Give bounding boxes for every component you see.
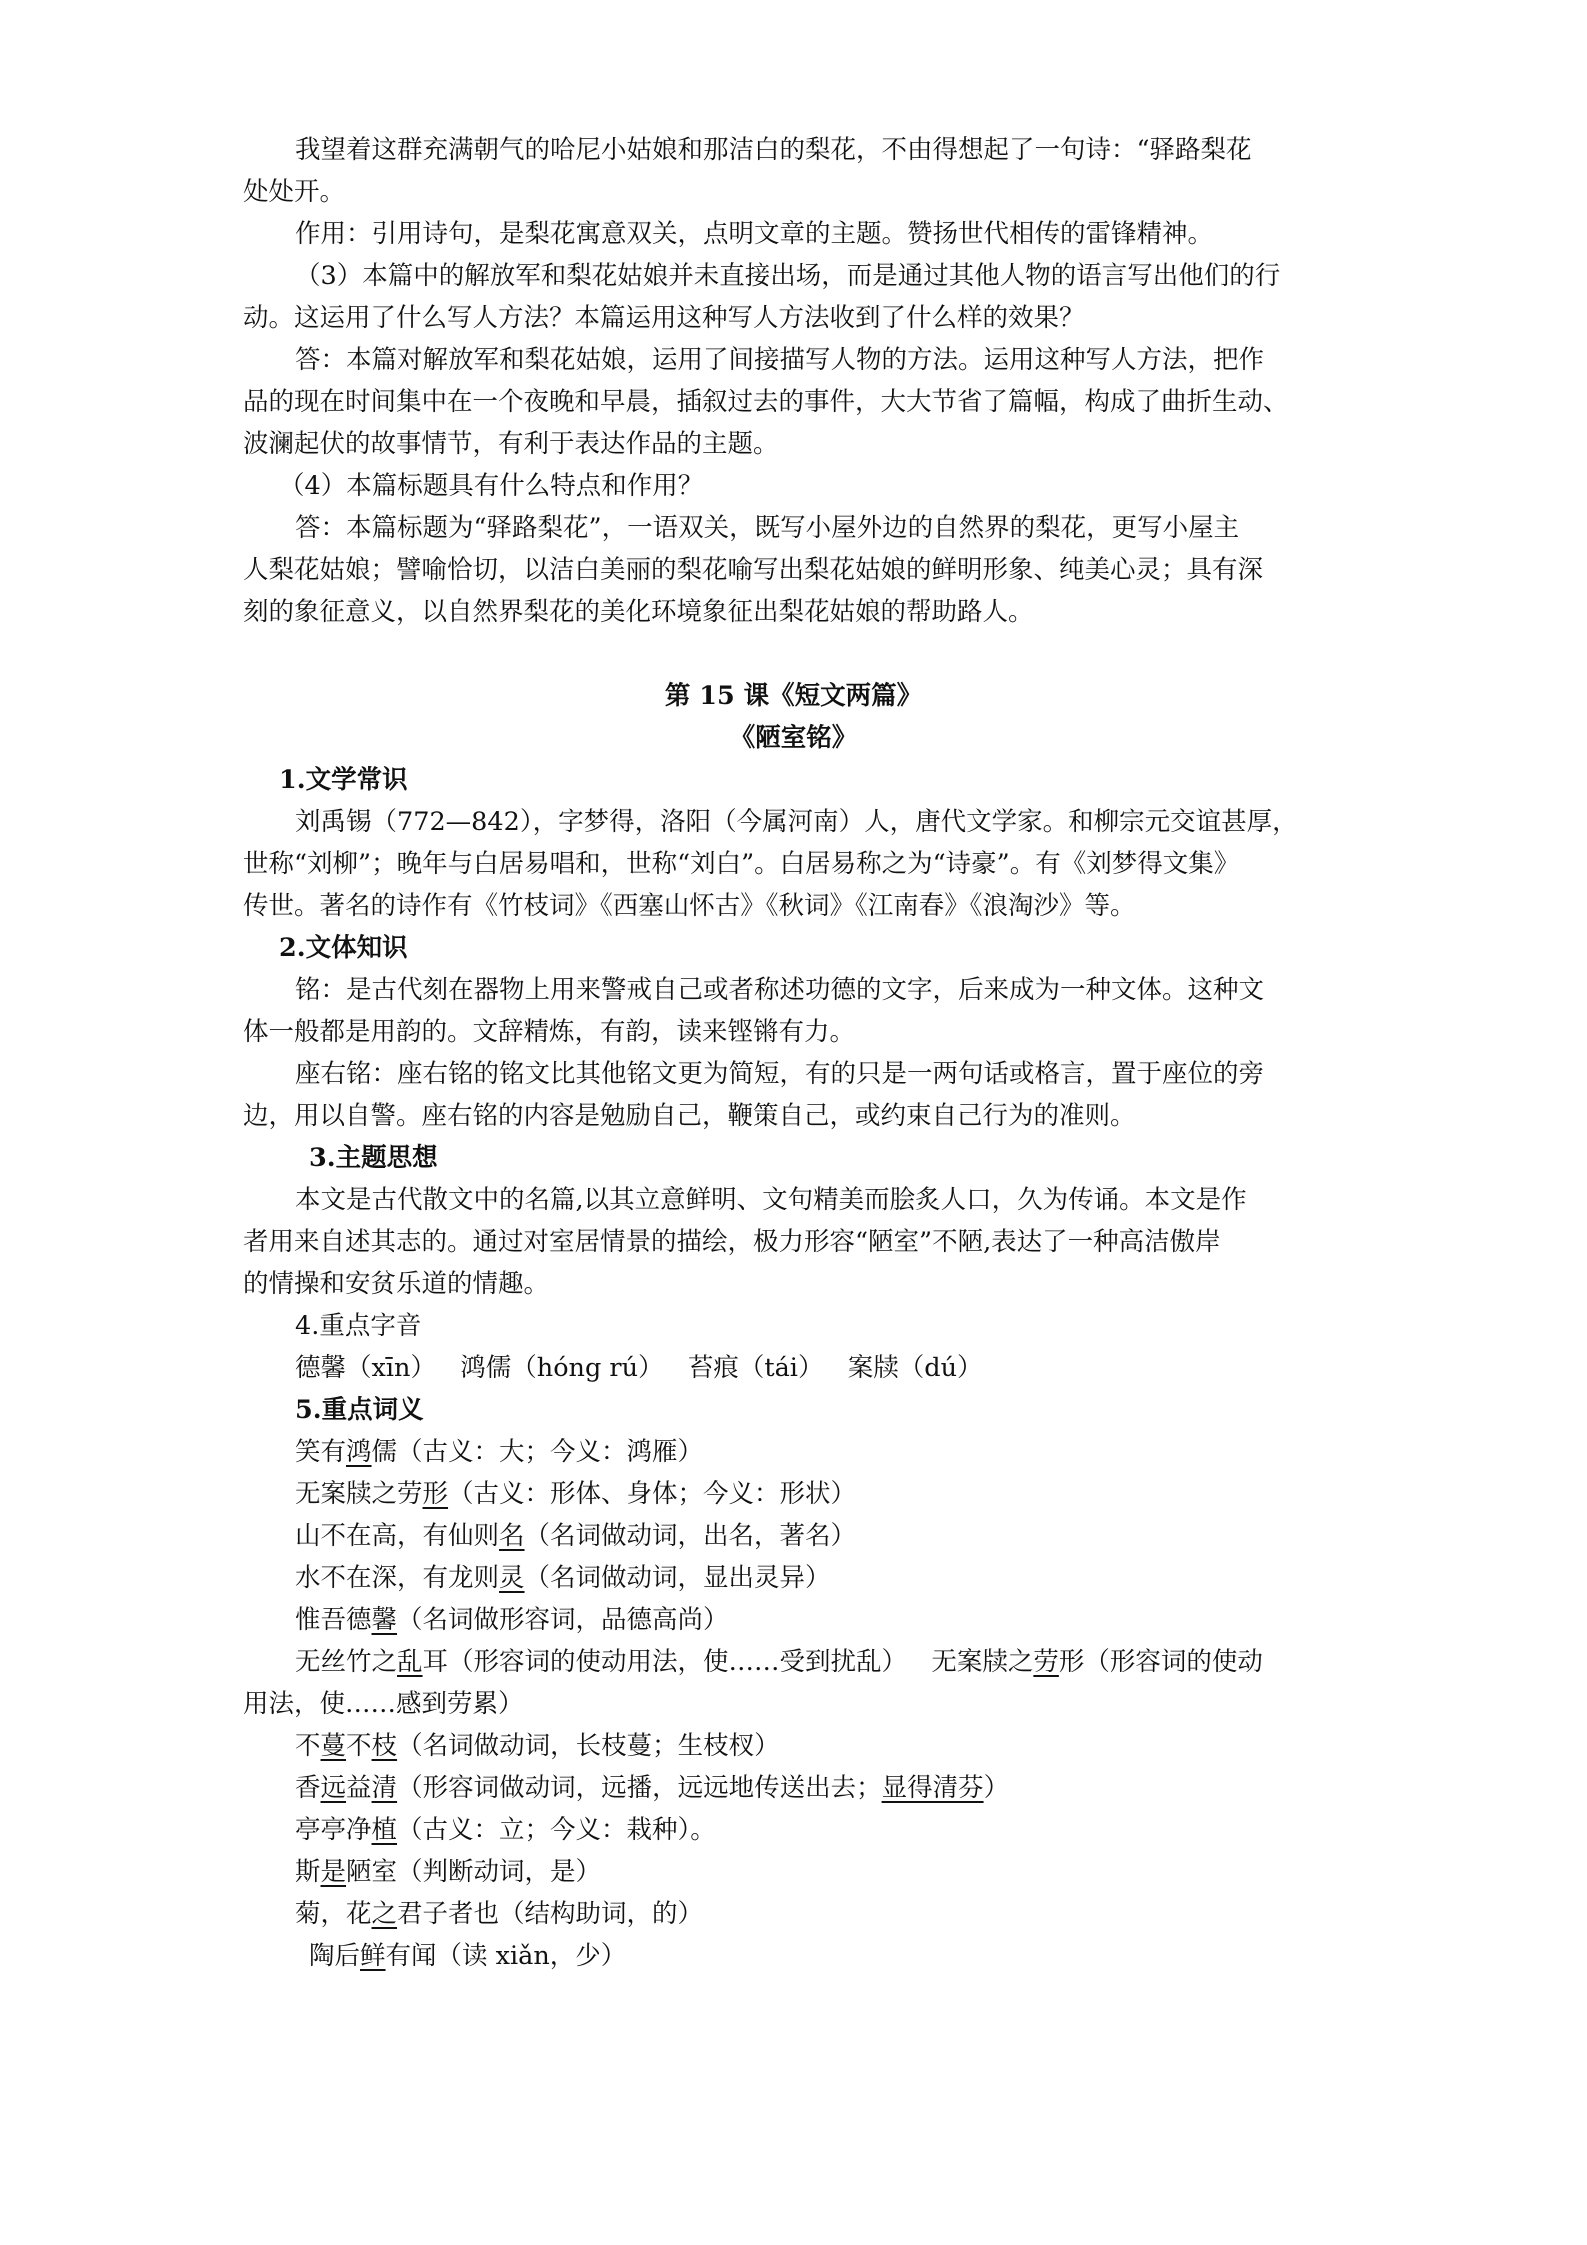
paragraph-line: 动。这运用了什么写人方法？本篇运用这种写人方法收到了什么样的效果？ <box>243 303 1085 333</box>
paragraph-line: 我望着这群充满朝气的哈尼小姑娘和那洁白的梨花，不由得想起了一句诗：“驿路梨花 <box>295 135 1252 165</box>
paragraph-line: 座右铭：座右铭的铭文比其他铭文更为简短，有的只是一两句话或格言，置于座位的旁 <box>295 1059 1265 1089</box>
paragraph-line: 处处开。 <box>243 177 346 207</box>
underlined-word: 显得清芬 <box>881 1773 984 1803</box>
vocab-line: 亭亭净植（古义：立；今义：栽种）。 <box>295 1815 716 1845</box>
underlined-word: 名 <box>499 1521 525 1551</box>
paragraph-line: 体一般都是用韵的。文辞精炼，有韵，读来铿锵有力。 <box>243 1017 856 1047</box>
underlined-word: 蔓 <box>320 1731 347 1761</box>
lesson-title: 第 15 课《短文两篇》 <box>664 681 923 711</box>
paragraph-line: 传世。著名的诗作有《竹枝词》《西塞山怀古》《秋词》《江南春》《浪淘沙》等。 <box>243 891 1136 921</box>
paragraph-line: 答：本篇标题为“驿路梨花”，一语双关，既写小屋外边的自然界的梨花，更写小屋主 <box>295 513 1240 543</box>
paragraph-line: 铭：是古代刻在器物上用来警戒自己或者称述功德的文字，后来成为一种文体。这种文 <box>295 975 1265 1005</box>
underlined-word: 清 <box>371 1773 398 1803</box>
section-heading-vocabulary: 5.重点词义 <box>295 1395 424 1425</box>
vocab-line: 菊，花之君子者也（结构助词，的） <box>295 1899 704 1929</box>
section-heading-theme: 3.主题思想 <box>309 1143 438 1173</box>
vocab-line: 山不在高，有仙则名（名词做动词，出名，著名） <box>295 1521 857 1551</box>
section-heading-genre: 2.文体知识 <box>279 933 408 963</box>
question-heading: （4）本篇标题具有什么特点和作用？ <box>279 471 704 501</box>
underlined-word: 馨 <box>371 1605 398 1635</box>
underlined-word: 乱 <box>397 1647 423 1677</box>
vocab-line: 无丝竹之乱耳（形容词的使动用法，使……受到扰乱） 无案牍之劳形（形容词的使动 <box>295 1647 1263 1677</box>
paragraph-line: 答：本篇对解放军和梨花姑娘，运用了间接描写人物的方法。运用这种写人方法，把作 <box>295 345 1265 375</box>
paragraph-line: 边，用以自警。座右铭的内容是勉励自己，鞭策自己，或约束自己行为的准则。 <box>243 1101 1136 1131</box>
paragraph-line: 品的现在时间集中在一个夜晚和早晨，插叙过去的事件，大大节省了篇幅，构成了曲折生动、 <box>243 387 1289 417</box>
underlined-word: 灵 <box>499 1563 525 1593</box>
section-heading-pronunciation: 4.重点字音 <box>295 1311 422 1341</box>
paragraph-line: 刻的象征意义，以自然界梨花的美化环境象征出梨花姑娘的帮助路人。 <box>243 597 1034 627</box>
vocab-line: 水不在深，有龙则灵（名词做动词，显出灵异） <box>295 1563 831 1593</box>
paragraph-line: 者用来自述其志的。通过对室居情景的描绘，极力形容“陋室”不陋,表达了一种高洁傲岸 <box>243 1227 1221 1257</box>
underlined-word: 劳 <box>1033 1647 1059 1677</box>
paragraph-line: 波澜起伏的故事情节，有利于表达作品的主题。 <box>243 429 779 459</box>
paragraph-line: 本文是古代散文中的名篇,以其立意鲜明、文句精美而脍炙人口，久为传诵。本文是作 <box>295 1185 1247 1215</box>
paragraph-line: 刘禹锡（772—842），字梦得，洛阳（今属河南）人，唐代文学家。和柳宗元交谊甚厚， <box>295 807 1298 837</box>
underlined-word: 之 <box>371 1899 398 1929</box>
vocab-line: 无案牍之劳形（古义：形体、身体；今义：形状） <box>295 1479 857 1509</box>
paragraph-line: 作用：引用诗句，是梨花寓意双关，点明文章的主题。赞扬世代相传的雷锋精神。 <box>295 219 1214 249</box>
underlined-word: 鲜 <box>360 1941 386 1971</box>
vocab-line: 不蔓不枝（名词做动词，长枝蔓；生枝杈） <box>295 1731 780 1761</box>
underlined-word: 形 <box>422 1479 449 1509</box>
vocab-line: 香远益清（形容词做动词，远播，远远地传送出去；显得清芬） <box>295 1773 1010 1803</box>
section-heading-literary-knowledge: 1.文学常识 <box>279 765 408 795</box>
paragraph-line: 世称“刘柳”；晚年与白居易唱和，世称“刘白”。白居易称之为“诗豪”。有《刘梦得文集》 <box>243 849 1240 879</box>
underlined-word: 枝 <box>371 1731 398 1761</box>
underlined-word: 是 <box>320 1857 347 1887</box>
vocab-line: 惟吾德馨（名词做形容词，品德高尚） <box>295 1605 729 1635</box>
underlined-word: 植 <box>371 1815 398 1845</box>
vocab-line: 斯是陋室（判断动词，是） <box>295 1857 602 1887</box>
underlined-word: 鸿 <box>346 1437 372 1467</box>
pronunciation-line: 德馨（xīn） 鸿儒（hóng rú） 苔痕（tái） 案牍（dú） <box>295 1353 983 1383</box>
vocab-line: 用法，使……感到劳累） <box>243 1689 524 1719</box>
paragraph-line: 的情操和安贫乐道的情趣。 <box>243 1269 550 1299</box>
paragraph-line: （3）本篇中的解放军和梨花姑娘并未直接出场，而是通过其他人物的语言写出他们的行 <box>295 261 1281 291</box>
underlined-word: 远 <box>320 1773 347 1803</box>
lesson-subtitle: 《陋室铭》 <box>729 723 858 753</box>
paragraph-line: 人梨花姑娘；譬喻恰切，以洁白美丽的梨花喻写出梨花姑娘的鲜明形象、纯美心灵；具有深 <box>243 555 1264 585</box>
vocab-line: 陶后鲜有闻（读 xiǎn，少） <box>309 1941 627 1971</box>
vocab-line: 笑有鸿儒（古义：大；今义：鸿雁） <box>295 1437 704 1467</box>
